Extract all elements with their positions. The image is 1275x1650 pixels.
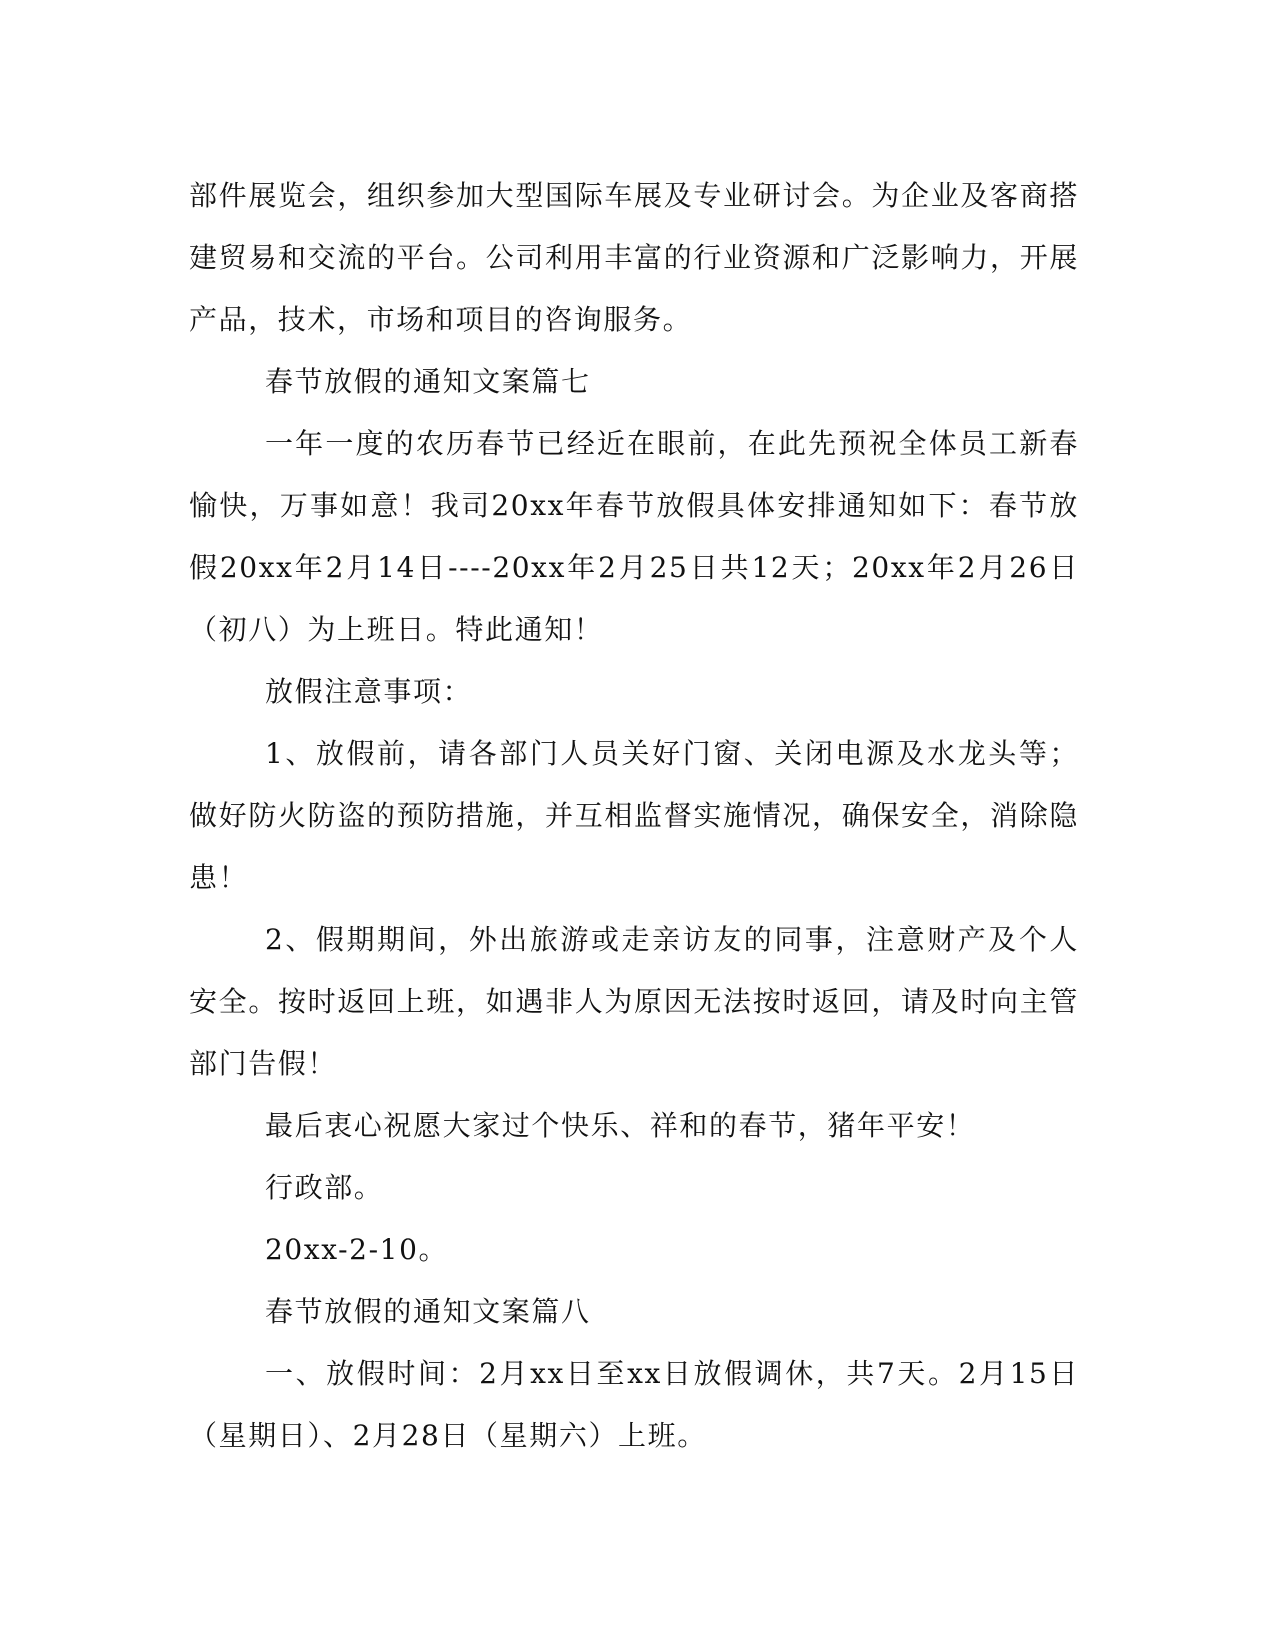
paragraph-note-2: 2、假期期间，外出旅游或走亲访友的同事，注意财产及个人安全。按时返回上班，如遇非人为原因无法按时返回，请及时向主管部门告假！ <box>189 923 1079 1080</box>
paragraph-note-1: 1、放假前，请各部门人员关好门窗、关闭电源及水龙头等；做好防火防盗的预防措施，并互相监督实施情况，确保安全，消除隐患！ <box>189 737 1079 894</box>
paragraph-signature-date: 20xx-2-10。 <box>265 1233 449 1266</box>
paragraph-notes-heading: 放假注意事项： <box>265 675 473 708</box>
paragraph-greeting: 最后衷心祝愿大家过个快乐、祥和的春节，猪年平安！ <box>265 1109 976 1142</box>
paragraph-holiday-time: 一、放假时间：2月xx日至xx日放假调休，共7天。2月15日（星期日）、2月28日（星期六）上班。 <box>189 1357 1079 1452</box>
section-heading-7: 春节放假的通知文案篇七 <box>265 365 591 398</box>
paragraph-holiday-notice: 一年一度的农历春节已经近在眼前，在此先预祝全体员工新春愉快，万事如意！我司20xx年春节放假具体安排通知如下：春节放假20xx年2月14日----20xx年2月25日共12天；20xx年2月26日（初八）为上班日。特此通知！ <box>189 427 1079 646</box>
paragraph-company-intro: 部件展览会，组织参加大型国际车展及专业研讨会。为企业及客商搭建贸易和交流的平台。公司利用丰富的行业资源和广泛影响力，开展产品，技术，市场和项目的咨询服务。 <box>189 179 1079 336</box>
document-body <box>189 165 1079 1467</box>
section-heading-8: 春节放假的通知文案篇八 <box>265 1295 591 1328</box>
paragraph-signature-dept: 行政部。 <box>265 1171 384 1204</box>
